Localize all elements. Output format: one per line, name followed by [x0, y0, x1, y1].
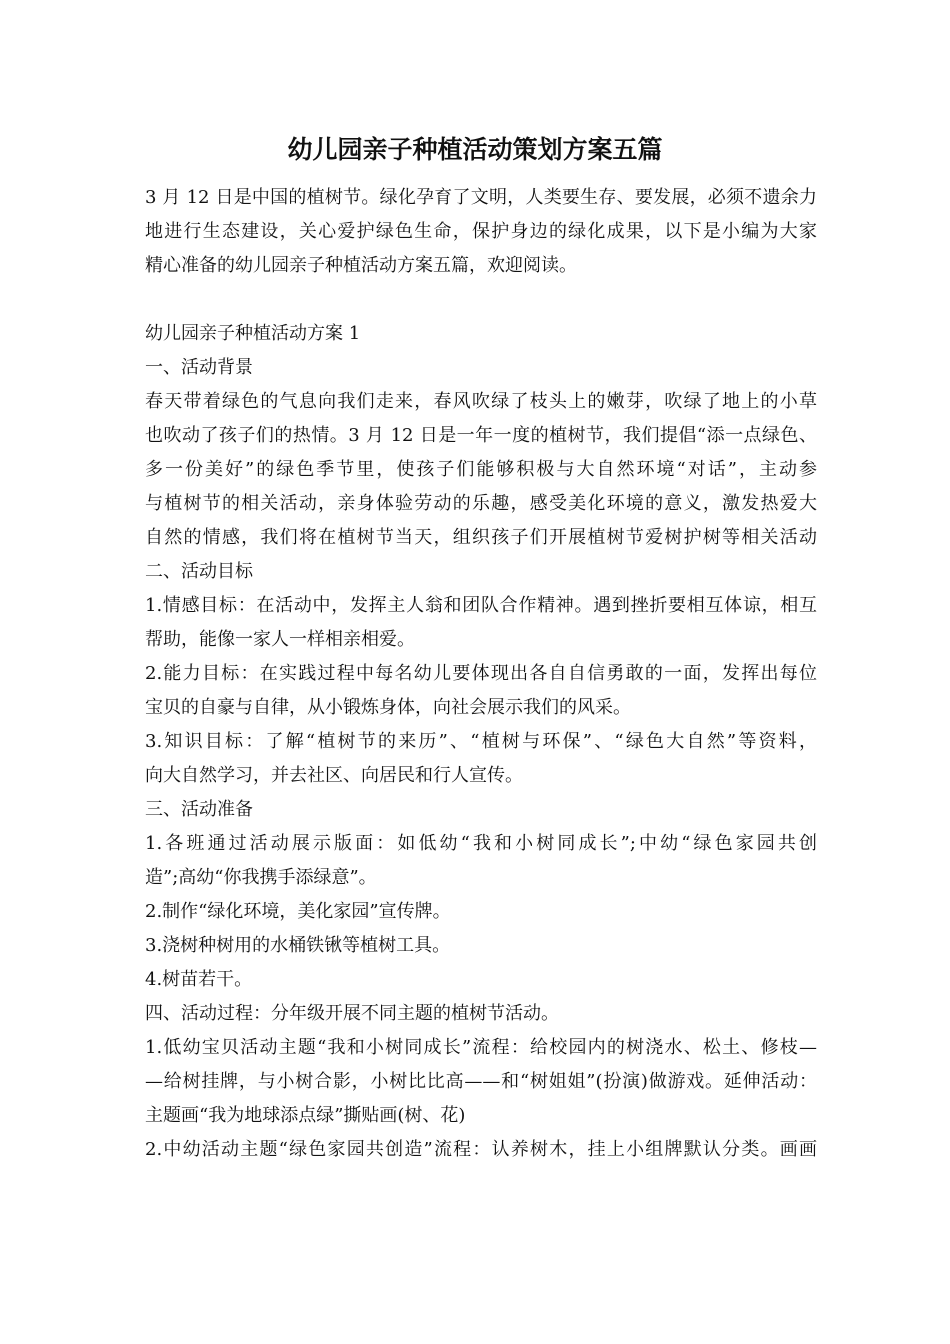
background-line: 自然的情感，我们将在植树节当天，组织孩子们开展植树节爱树护树等相关活动: [145, 527, 817, 548]
section-heading-process: 四、活动过程：分年级开展不同主题的植树节活动。: [145, 1003, 559, 1024]
preparation-line: 2.制作“绿化环境，美化家园”宣传牌。: [145, 901, 451, 922]
goal-line: 帮助，能像一家人一样相亲相爱。: [145, 629, 415, 650]
background-line: 春天带着绿色的气息向我们走来，春风吹绿了枝头上的嫩芽，吹绿了地上的小草: [145, 391, 817, 412]
section-heading-preparation: 三、活动准备: [145, 799, 253, 820]
goal-line: 宝贝的自豪与自律，从小锻炼身体，向社会展示我们的风采。: [145, 697, 631, 718]
background-line: 与植树节的相关活动，亲身体验劳动的乐趣，感受美化环境的意义，激发热爱大: [145, 493, 817, 514]
intro-line: 地进行生态建设，关心爱护绿色生命，保护身边的绿化成果，以下是小编为大家: [145, 221, 817, 242]
process-line: 主题画“我为地球添点绿”撕贴画(树、花): [145, 1105, 466, 1126]
process-line: —给树挂牌，与小树合影，小树比比高——和“树姐姐”(扮演)做游戏。延伸活动：: [145, 1071, 817, 1092]
document-body: [145, 181, 817, 1167]
preparation-line: 4.树苗若干。: [145, 969, 253, 990]
intro-line: 精心准备的幼儿园亲子种植活动方案五篇，欢迎阅读。: [145, 255, 577, 276]
plan-title: 幼儿园亲子种植活动方案 1: [145, 323, 361, 344]
preparation-line: 造”;高幼“你我携手添绿意”。: [145, 867, 377, 888]
process-line: 1.低幼宝贝活动主题“我和小树同成长”流程：给校园内的树浇水、松土、修枝—: [145, 1037, 817, 1058]
goal-line: 1.情感目标：在活动中，发挥主人翁和团队合作精神。遇到挫折要相互体谅，相互: [145, 595, 817, 616]
preparation-line: 1.各班通过活动展示版面：如低幼“我和小树同成长”;中幼“绿色家园共创: [145, 833, 817, 854]
goal-line: 3.知识目标：了解“植树节的来历”、“植树与环保”、“绿色大自然”等资料，: [145, 731, 817, 752]
background-line: 多一份美好”的绿色季节里，使孩子们能够积极与大自然环境“对话”，主动参: [145, 459, 817, 480]
goal-line: 向大自然学习，并去社区、向居民和行人宣传。: [145, 765, 523, 786]
intro-line: 3 月 12 日是中国的植树节。绿化孕育了文明，人类要生存、要发展，必须不遗余力: [145, 187, 817, 208]
section-heading-goals: 二、活动目标: [145, 561, 253, 582]
preparation-line: 3.浇树种树用的水桶铁锹等植树工具。: [145, 935, 451, 956]
goal-line: 2.能力目标：在实践过程中每名幼儿要体现出各自自信勇敢的一面，发挥出每位: [145, 663, 817, 684]
document-title: 幼儿园亲子种植活动策划方案五篇: [287, 135, 663, 164]
paragraph-spacer: [145, 283, 817, 305]
background-line: 也吹动了孩子们的热情。3 月 12 日是一年一度的植树节，我们提倡“添一点绿色、: [145, 425, 817, 446]
process-line: 2.中幼活动主题“绿色家园共创造”流程：认养树木，挂上小组牌默认分类。画画: [145, 1139, 817, 1160]
section-heading-background: 一、活动背景: [145, 357, 253, 378]
